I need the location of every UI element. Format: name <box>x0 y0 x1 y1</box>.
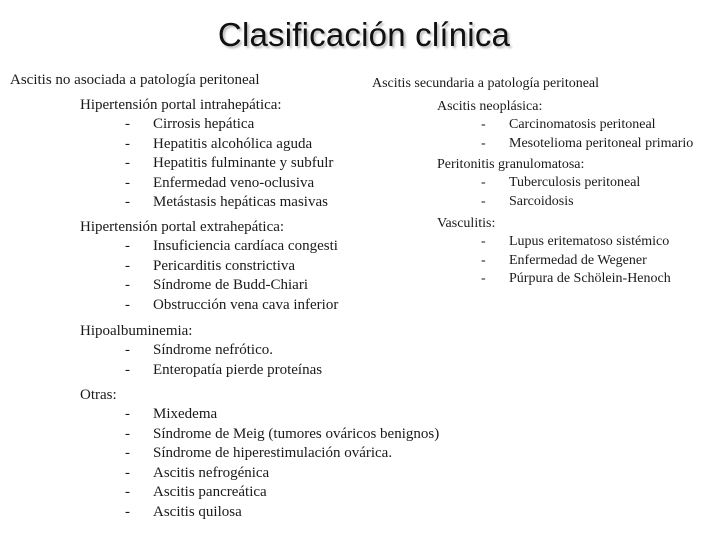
list-item: - Enfermedad de Wegener <box>481 252 671 271</box>
group-title: Vasculitis: <box>437 216 496 231</box>
group-intrahepatic <box>80 96 362 213</box>
bullet-dash: - <box>125 238 130 254</box>
list-item: - Insuficiencia cardíaca congesti <box>125 237 362 257</box>
group-vasculitis <box>437 214 671 289</box>
list-item: - Cirrosis hepática <box>125 115 362 135</box>
list-item: - Ascitis pancreática <box>125 483 439 503</box>
bullet-dash: - <box>125 445 130 462</box>
bullet-dash: - <box>125 503 130 520</box>
left-column-heading: Ascitis no asociada a patología peritoneal <box>10 72 260 88</box>
group-title: Hipoalbuminemia: <box>80 323 193 339</box>
list-item: - Síndrome nefrótico. <box>125 341 322 361</box>
group-title: Hipertensión portal intrahepática: <box>80 97 282 113</box>
bullet-dash: - <box>125 342 130 358</box>
bullet-dash: - <box>481 271 486 286</box>
bullet-dash: - <box>125 194 130 211</box>
bullet-dash: - <box>481 252 486 268</box>
group-neoplastic <box>437 97 721 153</box>
bullet-dash: - <box>125 135 130 152</box>
bullet-dash: - <box>481 193 486 209</box>
group-others <box>80 386 439 523</box>
list-item: - Ascitis quilosa <box>125 503 439 523</box>
group-hypoalbuminemia <box>80 322 322 380</box>
group-title: Peritonitis granulomatosa: <box>437 157 585 172</box>
list-item: - Lupus eritematoso sistémico <box>481 233 671 252</box>
list-item: - Ascitis nefrogénica <box>125 464 439 484</box>
group-title: Ascitis neoplásica: <box>437 99 543 114</box>
list-item: - Síndrome de hiperestimulación ovárica. <box>125 444 439 464</box>
bullet-dash: - <box>125 116 130 132</box>
group-title: Otras: <box>80 387 117 403</box>
bullet-dash: - <box>481 117 486 132</box>
bullet-dash: - <box>125 406 130 422</box>
bullet-dash: - <box>125 174 130 191</box>
slide-title: Clasificación clínica <box>217 16 511 53</box>
bullet-dash: - <box>125 155 130 172</box>
list-item: - Obstrucción vena cava inferior <box>125 296 362 316</box>
list-item: - Síndrome de Meig (tumores ováricos benignos) <box>125 425 439 445</box>
group-granulomatous <box>437 155 640 211</box>
list-item: - Mixedema <box>125 405 439 425</box>
list-item: - Metástasis hepáticas masivas <box>125 193 362 213</box>
list-item: - Síndrome de Budd-Chiari <box>125 276 362 296</box>
list-item: - Mesotelioma peritoneal primario <box>481 135 721 154</box>
group-title: Hipertensión portal extrahepática: <box>80 219 285 235</box>
bullet-dash: - <box>481 175 486 190</box>
list-item: - Enfermedad veno-oclusiva <box>125 174 362 194</box>
list-item: - Tuberculosis peritoneal <box>481 174 640 193</box>
bullet-dash: - <box>125 464 130 481</box>
bullet-dash: - <box>125 484 130 501</box>
list-item: - Sarcoidosis <box>481 193 640 212</box>
bullet-dash: - <box>125 361 130 378</box>
list-item: - Carcinomatosis peritoneal <box>481 116 721 135</box>
bullet-dash: - <box>125 257 130 274</box>
list-item: - Enteropatía pierde proteínas <box>125 361 322 381</box>
list-item: - Hepatitis fulminante y subfulr <box>125 154 362 174</box>
list-item: - Pericarditis constrictiva <box>125 257 362 277</box>
bullet-dash: - <box>481 135 486 151</box>
bullet-dash: - <box>125 296 130 313</box>
list-item: - Púrpura de Schölein-Henoch <box>481 270 671 289</box>
group-extrahepatic <box>80 218 362 315</box>
bullet-dash: - <box>125 277 130 294</box>
list-item: - Hepatitis alcohólica aguda <box>125 135 362 155</box>
bullet-dash: - <box>481 234 486 249</box>
right-column-heading: Ascitis secundaria a patología peritoneal <box>372 76 600 91</box>
bullet-dash: - <box>125 425 130 442</box>
